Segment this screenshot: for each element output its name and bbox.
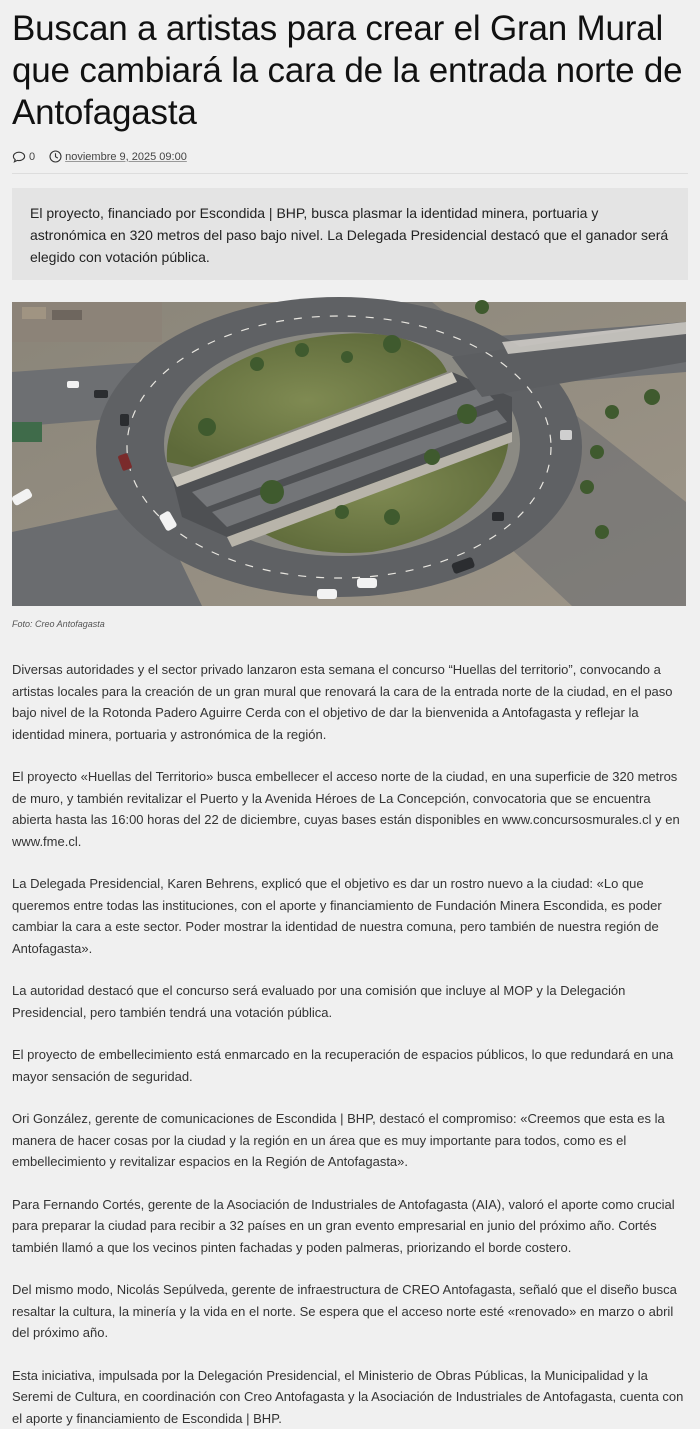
photo-caption: Foto: Creo Antofagasta — [12, 619, 688, 629]
body-paragraph: Del mismo modo, Nicolás Sepúlveda, gerente de infraestructura de CREO Antofagasta, señaló que el diseño busca resaltar la cultura, la minería y la vida en el norte. Se espera que el acceso norte esté «renovado» en marzo o abril del próximo año. — [12, 1279, 688, 1344]
body-paragraph: El proyecto de embellecimiento está enmarcado en la recuperación de espacios públicos, lo que redundará en una mayor sensación de seguridad. — [12, 1044, 688, 1087]
comment-icon — [12, 151, 26, 163]
article-title: Buscan a artistas para crear el Gran Mural que cambiará la cara de la entrada norte de Antofagasta — [12, 0, 688, 134]
article-meta — [12, 150, 688, 163]
date-link[interactable]: noviembre 9, 2025 09:00 — [65, 151, 187, 163]
body-paragraph: Esta iniciativa, impulsada por la Delegación Presidencial, el Ministerio de Obras Públicas, la Municipalidad y la Seremi de Cultura, en coordinación con Creo Antofagasta y la Asociación de Industriales de Antofagasta, cuenta con el aporte y financiamiento de Escondida | BHP. — [12, 1365, 688, 1429]
article-lead: El proyecto, financiado por Escondida | BHP, busca plasmar la identidad minera, portuaria y astronómica en 320 metros del paso bajo nivel. La Delegada Presidencial destacó que el ganador será elegido con votación pública. — [12, 188, 688, 280]
body-paragraph: La Delegada Presidencial, Karen Behrens, explicó que el objetivo es dar un rostro nuevo a la ciudad: «Lo que queremos entre todas las instituciones, con el aporte y financiamiento de Fundación Minera Escondida, es poder cambiar la cara a este sector. Poder mostrar la identidad de nuestra comuna, pero también de nuestra región de Antofagasta». — [12, 873, 688, 959]
clock-icon — [49, 150, 62, 163]
body-paragraph: El proyecto «Huellas del Territorio» busca embellecer el acceso norte de la ciudad, en una superficie de 320 metros de muro, y también revitalizar el Puerto y la Avenida Héroes de La Concepción, convocatoria que se encuentra abierta hasta las 16:00 horas del 22 de diciembre, cuyas bases están disponibles en www.concursosmurales.cl y en www.fme.cl. — [12, 766, 688, 852]
publish-date — [49, 150, 187, 163]
article-body — [12, 659, 688, 1429]
meta-divider — [12, 173, 688, 174]
body-paragraph: Para Fernando Cortés, gerente de la Asociación de Industriales de Antofagasta (AIA), valoró el aporte como crucial para preparar la ciudad para recibir a 32 países en un gran evento empresarial en junio del próximo año. Cortés también llamó a que los vecinos pinten fachadas y poden palmeras, priorizando el borde costero. — [12, 1194, 688, 1259]
comments-link[interactable] — [12, 151, 35, 163]
article-photo — [12, 302, 686, 606]
body-paragraph: La autoridad destacó que el concurso será evaluado por una comisión que incluye al MOP y la Delegación Presidencial, pero también tendrá una votación pública. — [12, 980, 688, 1023]
body-paragraph: Diversas autoridades y el sector privado lanzaron esta semana el concurso “Huellas del territorio”, convocando a artistas locales para la creación de un gran mural que renovará la cara de la entrada norte de la ciudad, en el paso bajo nivel de la Rotonda Padero Aguirre Cerda con el objetivo de dar la bienvenida a Antofagasta y reflejar la identidad minera, portuaria y astronómica de la región. — [12, 659, 688, 745]
roundabout-aerial-image — [12, 302, 686, 606]
body-paragraph: Ori González, gerente de comunicaciones de Escondida | BHP, destacó el compromiso: «Creemos que esta es la manera de hacer cosas por la ciudad y la región en un área que es muy importante para todos, como es el embellecimiento y revitalizar espacios en la Región de Antofagasta». — [12, 1108, 688, 1173]
comments-count: 0 — [29, 151, 35, 163]
